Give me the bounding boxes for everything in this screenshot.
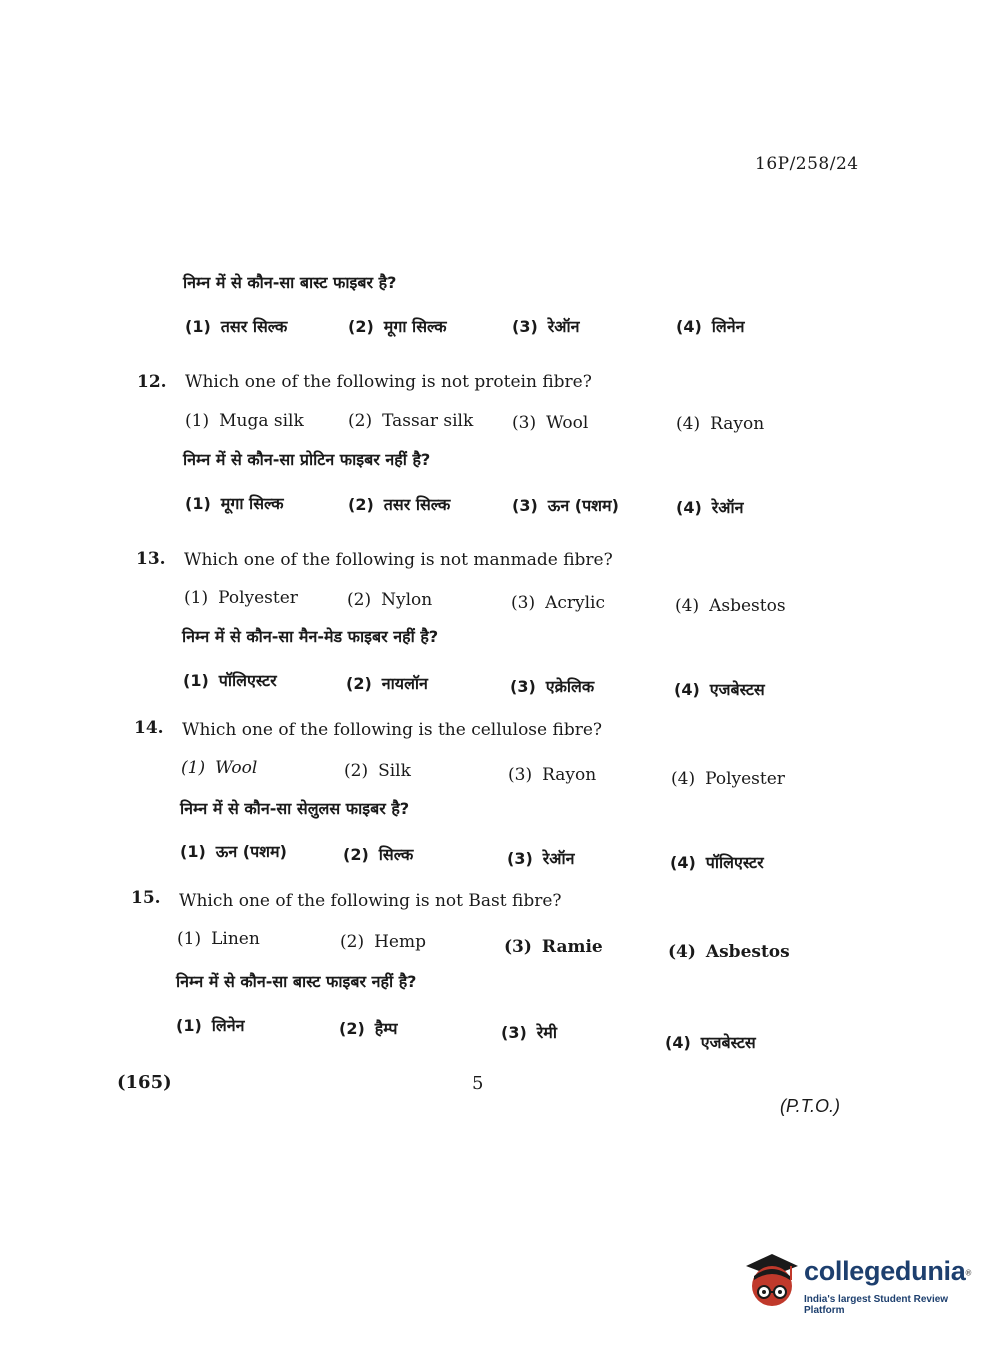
q11-hi-option-1: (1) तसर सिल्क (185, 317, 288, 336)
q13-text: Which one of the following is not manmade fibre? (184, 550, 613, 570)
q13-number: 13. (136, 549, 166, 569)
q12-hi-option-3: (3) ऊन (पशम) (512, 496, 619, 515)
q14-hi-option-3: (3) रेऑन (507, 849, 575, 868)
q15-number: 15. (131, 888, 161, 908)
q13-hi-option-4: (4) एजबेस्टस (674, 680, 765, 699)
q12-hindi-text: निम्न में से कौन-सा प्रोटिन फाइबर नहीं है? (183, 450, 431, 469)
q15-option-4: (4) Asbestos (668, 942, 790, 962)
q14-number: 14. (134, 718, 164, 738)
q11-hi-option-2: (2) मूगा सिल्क (348, 317, 447, 336)
q13-hi-option-3: (3) एक्रेलिक (510, 677, 595, 696)
q15-option-3: (3) Ramie (504, 937, 603, 957)
q13-hi-option-1: (1) पॉलिएस्टर (183, 671, 277, 690)
q12-option-3: (3) Wool (512, 413, 589, 433)
graduate-mascot-icon (742, 1250, 802, 1312)
q14-hi-option-2: (2) सिल्क (343, 845, 414, 864)
q13-option-4: (4) Asbestos (675, 596, 786, 616)
q15-option-2: (2) Hemp (340, 932, 426, 952)
q15-option-1: (1) Linen (177, 929, 260, 949)
q11-hindi-text: निम्न में से कौन-सा बास्ट फाइबर है? (183, 273, 397, 292)
q15-hindi-text: निम्न में से कौन-सा बास्ट फाइबर नहीं है? (176, 972, 417, 991)
q14-hi-option-4: (4) पॉलिएस्टर (670, 853, 764, 872)
q13-option-3: (3) Acrylic (511, 593, 606, 613)
q14-option-3: (3) Rayon (508, 765, 597, 785)
q14-option-4: (4) Polyester (671, 769, 785, 789)
q13-hindi-text: निम्न में से कौन-सा मैन-मेड फाइबर नहीं है? (182, 627, 439, 646)
q15-hi-option-2: (2) हैम्प (339, 1019, 398, 1038)
q14-option-2: (2) Silk (344, 761, 411, 781)
q14-option-1: (1) Wool (181, 758, 258, 778)
q12-option-2: (2) Tassar silk (348, 411, 474, 431)
q12-option-4: (4) Rayon (676, 414, 765, 434)
q15-hi-option-4: (4) एजबेस्टस (665, 1033, 756, 1052)
q12-text: Which one of the following is not protein fibre? (185, 372, 592, 392)
collegedunia-watermark (742, 1250, 972, 1316)
footer-code: (165) (117, 1072, 172, 1093)
paper-code: 16P/258/24 (755, 154, 859, 174)
q11-hi-option-4: (4) लिनेन (676, 317, 745, 336)
brand-tagline: India's largest Student Review Platform (804, 1294, 949, 1316)
q15-text: Which one of the following is not Bast fibre? (179, 891, 562, 911)
q14-hi-option-1: (1) ऊन (पशम) (180, 842, 287, 861)
q15-hi-option-1: (1) लिनेन (176, 1016, 245, 1035)
q13-option-1: (1) Polyester (184, 588, 298, 608)
q11-hi-option-3: (3) रेऑन (512, 317, 580, 336)
q12-hi-option-1: (1) मूगा सिल्क (185, 494, 284, 513)
q12-hi-option-4: (4) रेऑन (676, 498, 744, 517)
q15-hi-option-3: (3) रेमी (501, 1023, 558, 1042)
q14-hindi-text: निम्न में से कौन-सा सेलुलस फाइबर है? (180, 799, 410, 818)
q12-hi-option-2: (2) तसर सिल्क (348, 495, 451, 514)
pto-label: (P.T.O.) (780, 1096, 841, 1116)
brand-name: collegedunia® (804, 1256, 972, 1286)
q13-hi-option-2: (2) नायलॉन (346, 674, 428, 693)
q12-option-1: (1) Muga silk (185, 411, 304, 431)
page-number: 5 (472, 1073, 484, 1094)
q12-number: 12. (137, 372, 167, 392)
q14-text: Which one of the following is the cellulose fibre? (182, 720, 603, 740)
q13-option-2: (2) Nylon (347, 590, 433, 610)
